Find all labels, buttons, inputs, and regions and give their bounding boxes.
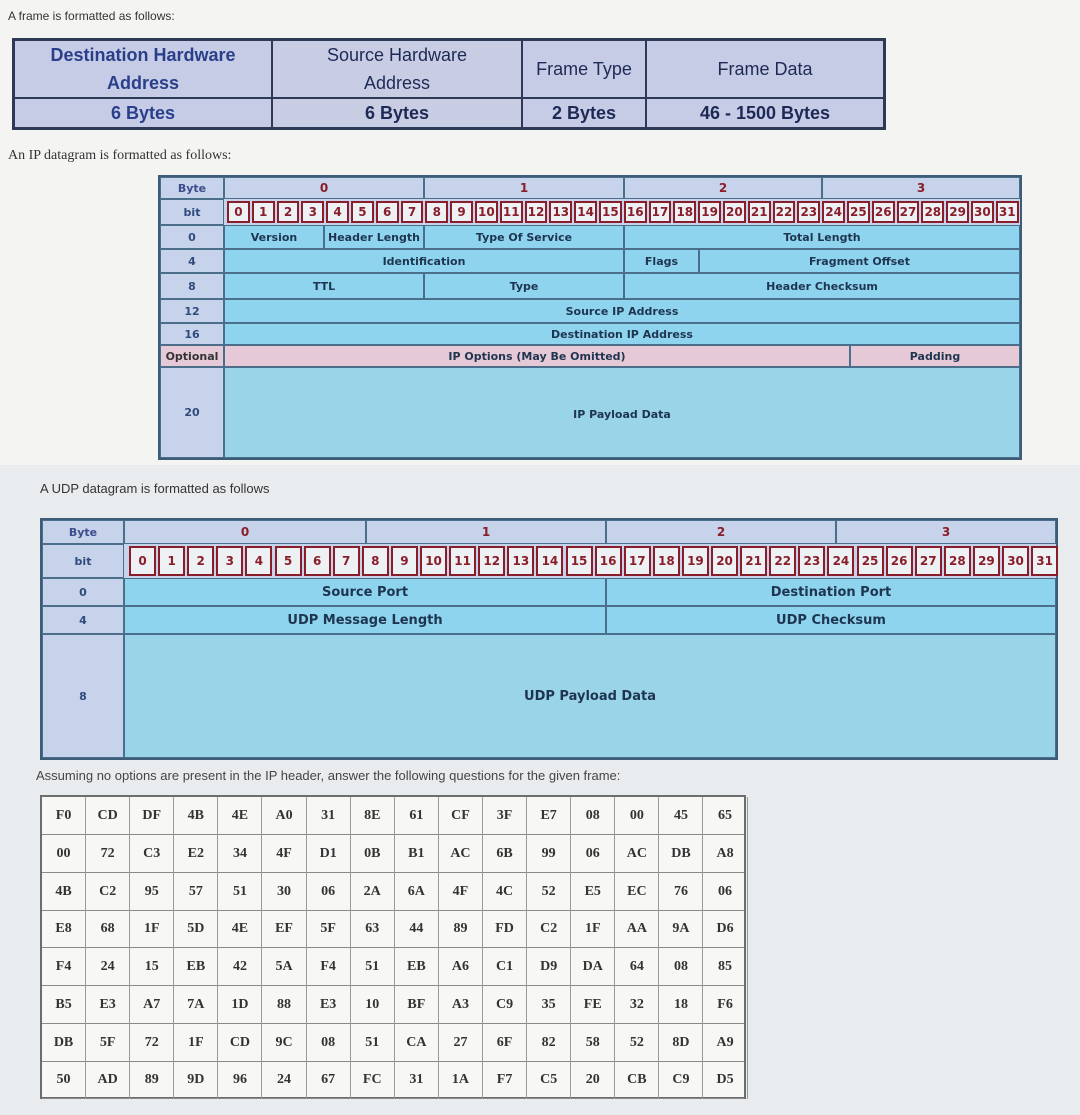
- udp-row-0: [42, 578, 1056, 606]
- eth-field-name: Address: [363, 73, 431, 93]
- ip-byte-header: 1: [424, 177, 624, 199]
- hex-byte: EB: [174, 948, 218, 986]
- udp-offset: 8: [42, 634, 124, 758]
- ip-bit-number: 26: [872, 201, 895, 223]
- udp-bit-number: 30: [1002, 546, 1029, 576]
- hex-byte: FD: [483, 910, 527, 948]
- udp-bit-number: 25: [857, 546, 884, 576]
- ip-offset: 12: [160, 299, 224, 323]
- udp-bit-number: 21: [740, 546, 767, 576]
- hex-byte: BF: [395, 986, 439, 1024]
- hex-byte: C3: [130, 835, 174, 873]
- hex-byte: C2: [527, 910, 571, 948]
- ip-field-tos: Type Of Service: [424, 225, 624, 249]
- hex-byte: C9: [659, 1061, 703, 1099]
- udp-bit-number: 9: [391, 546, 418, 576]
- hex-byte: 3F: [483, 797, 527, 835]
- ip-offset: 8: [160, 273, 224, 299]
- hex-byte: 85: [704, 948, 748, 986]
- hex-byte: 06: [307, 873, 351, 911]
- ip-bit-number: 31: [996, 201, 1019, 223]
- hex-byte: CB: [615, 1061, 659, 1099]
- ip-byte-label: Byte: [160, 177, 224, 199]
- udp-field-source-port: Source Port: [124, 578, 606, 606]
- hex-byte: 82: [527, 1024, 571, 1062]
- udp-offset: 4: [42, 606, 124, 634]
- ip-bit-number: 0: [227, 201, 250, 223]
- udp-bit-number: 20: [711, 546, 738, 576]
- hex-byte: 51: [218, 873, 262, 911]
- udp-byte-header: 2: [606, 520, 836, 544]
- ip-datagram-table: [158, 175, 1022, 460]
- ip-byte-row: [160, 177, 1020, 199]
- udp-bit-number: 28: [944, 546, 971, 576]
- ip-field-header-checksum: Header Checksum: [624, 273, 1020, 299]
- ip-bit-number: 27: [897, 201, 920, 223]
- hex-byte: E3: [86, 986, 130, 1024]
- udp-bit-label: bit: [42, 544, 124, 578]
- ip-row-optional: [160, 345, 1020, 367]
- ip-bit-number: 14: [574, 201, 597, 223]
- ip-bit-number: 17: [649, 201, 672, 223]
- udp-field-payload: UDP Payload Data: [124, 634, 1056, 758]
- hex-byte: A3: [439, 986, 483, 1024]
- ip-field-padding: Padding: [850, 345, 1020, 367]
- hex-byte: 1D: [218, 986, 262, 1024]
- hex-byte: 35: [527, 986, 571, 1024]
- ip-byte-header: 3: [822, 177, 1020, 199]
- hex-byte: 0B: [351, 835, 395, 873]
- ip-field-options: IP Options (May Be Omitted): [224, 345, 850, 367]
- hex-byte: 30: [263, 873, 307, 911]
- hex-byte: 7A: [174, 986, 218, 1024]
- hex-byte: AD: [86, 1061, 130, 1099]
- ip-row-16: [160, 323, 1020, 345]
- ip-bit-number: 20: [723, 201, 746, 223]
- hex-byte: 18: [659, 986, 703, 1024]
- eth-field-name: Address: [106, 73, 179, 93]
- eth-field-size: 2 Bytes: [523, 97, 645, 127]
- hex-byte: 63: [351, 910, 395, 948]
- ip-bit-number: 11: [500, 201, 523, 223]
- udp-datagram-table: [40, 518, 1058, 760]
- ip-row-8: [160, 273, 1020, 299]
- hex-byte: 1F: [174, 1024, 218, 1062]
- udp-bit-number: 22: [769, 546, 796, 576]
- ip-field-fragment-offset: Fragment Offset: [699, 249, 1020, 273]
- udp-byte-header: 0: [124, 520, 366, 544]
- ip-byte-header: 2: [624, 177, 822, 199]
- hex-byte: 9A: [659, 910, 703, 948]
- udp-bit-number: 19: [682, 546, 709, 576]
- ip-bit-number: 28: [921, 201, 944, 223]
- ip-bit-number: 22: [773, 201, 796, 223]
- hex-byte: 64: [615, 948, 659, 986]
- hex-byte: F4: [307, 948, 351, 986]
- eth-frame-type: [523, 41, 647, 127]
- hex-byte: B5: [42, 986, 86, 1024]
- hex-byte: 72: [130, 1024, 174, 1062]
- udp-bit-number: 15: [566, 546, 593, 576]
- udp-bit-number: 23: [798, 546, 825, 576]
- hex-byte: 42: [218, 948, 262, 986]
- hex-byte: 32: [615, 986, 659, 1024]
- hex-byte: 10: [351, 986, 395, 1024]
- hex-byte: 9C: [263, 1024, 307, 1062]
- ip-row-4: [160, 249, 1020, 273]
- hex-byte: 4F: [263, 835, 307, 873]
- ip-field-flags: Flags: [624, 249, 699, 273]
- ip-row-0: [160, 225, 1020, 249]
- ip-bit-number: 10: [475, 201, 498, 223]
- ip-offset: 16: [160, 323, 224, 345]
- hex-byte: 2A: [351, 873, 395, 911]
- ip-bit-number: 3: [301, 201, 324, 223]
- hex-byte: EC: [615, 873, 659, 911]
- hex-row: [42, 910, 744, 948]
- hex-byte: AA: [615, 910, 659, 948]
- udp-bit-number: 16: [595, 546, 622, 576]
- udp-bit-number: 24: [827, 546, 854, 576]
- hex-byte: E5: [571, 873, 615, 911]
- udp-field-dest-port: Destination Port: [606, 578, 1056, 606]
- hex-byte: D9: [527, 948, 571, 986]
- ip-field-dest-ip: Destination IP Address: [224, 323, 1020, 345]
- hex-byte: 06: [704, 873, 748, 911]
- hex-byte: DB: [659, 835, 703, 873]
- udp-bit-number: 18: [653, 546, 680, 576]
- eth-field-name: Frame Type: [536, 59, 632, 79]
- hex-byte: AC: [615, 835, 659, 873]
- hex-row: [42, 873, 744, 911]
- hex-byte: 1A: [439, 1061, 483, 1099]
- top-panel: [0, 0, 1080, 465]
- ip-bit-number: 18: [673, 201, 696, 223]
- udp-row-4: [42, 606, 1056, 634]
- hex-byte: CA: [395, 1024, 439, 1062]
- udp-byte-header: 1: [366, 520, 606, 544]
- hex-byte: 31: [395, 1061, 439, 1099]
- ip-offset: 0: [160, 225, 224, 249]
- ip-row-20: [160, 367, 1020, 458]
- hex-row: [42, 986, 744, 1024]
- udp-bit-number: 27: [915, 546, 942, 576]
- udp-bit-number: 29: [973, 546, 1000, 576]
- udp-bit-number: 13: [507, 546, 534, 576]
- hex-byte: C2: [86, 873, 130, 911]
- ip-bit-number: 2: [277, 201, 300, 223]
- udp-field-msg-length: UDP Message Length: [124, 606, 606, 634]
- udp-offset: 0: [42, 578, 124, 606]
- hex-byte: 89: [130, 1061, 174, 1099]
- hex-byte: 08: [659, 948, 703, 986]
- udp-bit-number: 6: [304, 546, 331, 576]
- ip-bit-number: 13: [549, 201, 572, 223]
- udp-bit-number: 4: [245, 546, 272, 576]
- hex-byte: 34: [218, 835, 262, 873]
- hex-byte: 52: [615, 1024, 659, 1062]
- hex-byte: 27: [439, 1024, 483, 1062]
- udp-bit-number: 5: [275, 546, 302, 576]
- eth-field-name: Destination Hardware: [50, 45, 236, 65]
- hex-byte: FE: [571, 986, 615, 1024]
- hex-byte: 88: [263, 986, 307, 1024]
- hex-byte: 52: [527, 873, 571, 911]
- hex-byte: EF: [263, 910, 307, 948]
- hex-byte: A0: [263, 797, 307, 835]
- hex-byte: F4: [42, 948, 86, 986]
- ip-bit-number: 1: [252, 201, 275, 223]
- hex-byte: 00: [615, 797, 659, 835]
- hex-byte: AC: [439, 835, 483, 873]
- udp-bit-number: 26: [886, 546, 913, 576]
- ip-bit-label: bit: [160, 199, 224, 225]
- ip-field-total-length: Total Length: [624, 225, 1020, 249]
- hex-byte: 06: [571, 835, 615, 873]
- hex-byte: E7: [527, 797, 571, 835]
- ip-row-12: [160, 299, 1020, 323]
- hex-byte: CD: [218, 1024, 262, 1062]
- eth-field-size: 6 Bytes: [273, 97, 521, 127]
- hex-row: [42, 835, 744, 873]
- udp-bit-number: 7: [333, 546, 360, 576]
- hex-byte: E2: [174, 835, 218, 873]
- ip-bit-row: [160, 199, 1020, 225]
- udp-bit-number: 31: [1031, 546, 1058, 576]
- ip-field-ttl: TTL: [224, 273, 424, 299]
- ip-offset: Optional: [160, 345, 224, 367]
- hex-byte: 4B: [174, 797, 218, 835]
- hex-byte: DB: [42, 1024, 86, 1062]
- udp-byte-row: [42, 520, 1056, 544]
- hex-byte: 96: [218, 1061, 262, 1099]
- hex-byte: F6: [704, 986, 748, 1024]
- hex-byte: B1: [395, 835, 439, 873]
- hex-byte: 31: [307, 797, 351, 835]
- hex-byte: 89: [439, 910, 483, 948]
- udp-bit-number: 1: [158, 546, 185, 576]
- hex-byte: DA: [571, 948, 615, 986]
- hex-byte: 8D: [659, 1024, 703, 1062]
- ip-bit-number: 7: [401, 201, 424, 223]
- eth-dest-hw: [15, 41, 273, 127]
- udp-field-checksum: UDP Checksum: [606, 606, 1056, 634]
- ip-bit-number: 9: [450, 201, 473, 223]
- ip-field-identification: Identification: [224, 249, 624, 273]
- udp-bit-number: 10: [420, 546, 447, 576]
- hex-byte: 5F: [86, 1024, 130, 1062]
- hex-byte: 68: [86, 910, 130, 948]
- ip-bit-number: 8: [425, 201, 448, 223]
- hex-byte: D6: [704, 910, 748, 948]
- hex-byte: 44: [395, 910, 439, 948]
- hex-byte: 08: [307, 1024, 351, 1062]
- eth-src-hw: [273, 41, 523, 127]
- ip-bit-number: 24: [822, 201, 845, 223]
- ip-offset: 4: [160, 249, 224, 273]
- eth-field-size: 6 Bytes: [15, 97, 271, 127]
- ip-field-header-length: Header Length: [324, 225, 424, 249]
- hex-byte: 4E: [218, 910, 262, 948]
- hex-byte: 1F: [130, 910, 174, 948]
- hex-byte: 4E: [218, 797, 262, 835]
- hex-byte: 6B: [483, 835, 527, 873]
- hex-byte: 08: [571, 797, 615, 835]
- hex-row: [42, 1061, 744, 1099]
- hex-byte: FC: [351, 1061, 395, 1099]
- hex-byte: 24: [86, 948, 130, 986]
- hex-byte: F0: [42, 797, 86, 835]
- udp-bit-row: [42, 544, 1056, 578]
- hex-byte: 20: [571, 1061, 615, 1099]
- udp-bit-number: 3: [216, 546, 243, 576]
- hex-byte: 24: [263, 1061, 307, 1099]
- ip-offset: 20: [160, 367, 224, 458]
- hex-byte: 61: [395, 797, 439, 835]
- hex-byte: 5D: [174, 910, 218, 948]
- ip-bit-number: 6: [376, 201, 399, 223]
- ip-field-source-ip: Source IP Address: [224, 299, 1020, 323]
- hex-byte: 5A: [263, 948, 307, 986]
- hex-frame-table: [40, 795, 746, 1099]
- ip-bit-number: 16: [624, 201, 647, 223]
- hex-byte: A7: [130, 986, 174, 1024]
- ip-bit-number: 12: [525, 201, 548, 223]
- hex-byte: C9: [483, 986, 527, 1024]
- hex-byte: CF: [439, 797, 483, 835]
- ip-field-version: Version: [224, 225, 324, 249]
- hex-row: [42, 797, 744, 835]
- hex-byte: 76: [659, 873, 703, 911]
- hex-byte: 5F: [307, 910, 351, 948]
- hex-byte: 67: [307, 1061, 351, 1099]
- hex-byte: 6F: [483, 1024, 527, 1062]
- ip-bit-number: 25: [847, 201, 870, 223]
- eth-field-name: Frame Data: [717, 59, 813, 79]
- eth-field-name: Source Hardware: [326, 45, 468, 65]
- hex-byte: 4F: [439, 873, 483, 911]
- ip-field-payload: IP Payload Data: [224, 367, 1020, 458]
- hex-byte: 65: [704, 797, 748, 835]
- udp-bit-number: 12: [478, 546, 505, 576]
- hex-row: [42, 948, 744, 986]
- udp-bit-number: 0: [129, 546, 156, 576]
- hex-byte: 72: [86, 835, 130, 873]
- hex-byte: C5: [527, 1061, 571, 1099]
- udp-bit-number: 2: [187, 546, 214, 576]
- ip-byte-header: 0: [224, 177, 424, 199]
- hex-byte: DF: [130, 797, 174, 835]
- udp-bit-number: 8: [362, 546, 389, 576]
- hex-byte: C1: [483, 948, 527, 986]
- ip-bit-number: 5: [351, 201, 374, 223]
- ip-bit-number: 30: [971, 201, 994, 223]
- ip-field-type: Type: [424, 273, 624, 299]
- udp-row-8: [42, 634, 1056, 758]
- hex-byte: 9D: [174, 1061, 218, 1099]
- udp-byte-label: Byte: [42, 520, 124, 544]
- hex-byte: 51: [351, 948, 395, 986]
- ip-bit-number: 29: [946, 201, 969, 223]
- eth-frame-data: [647, 41, 883, 127]
- hex-byte: 4C: [483, 873, 527, 911]
- eth-field-size: 46 - 1500 Bytes: [647, 97, 883, 127]
- ip-bit-number: 23: [797, 201, 820, 223]
- hex-byte: F7: [483, 1061, 527, 1099]
- hex-row: [42, 1024, 744, 1062]
- ethernet-frame-table: [12, 38, 886, 130]
- frame-caption: A frame is formatted as follows:: [8, 9, 175, 23]
- hex-byte: E3: [307, 986, 351, 1024]
- udp-caption: A UDP datagram is formatted as follows: [40, 481, 270, 496]
- hex-byte: E8: [42, 910, 86, 948]
- hex-byte: 6A: [395, 873, 439, 911]
- hex-byte: 95: [130, 873, 174, 911]
- hex-byte: 45: [659, 797, 703, 835]
- hex-byte: 1F: [571, 910, 615, 948]
- udp-byte-header: 3: [836, 520, 1056, 544]
- udp-bit-number: 17: [624, 546, 651, 576]
- hex-byte: 51: [351, 1024, 395, 1062]
- question-text: Assuming no options are present in the IP header, answer the following questions for the given frame:: [36, 768, 621, 783]
- ip-bit-number: 15: [599, 201, 622, 223]
- hex-byte: 57: [174, 873, 218, 911]
- ip-bit-number: 4: [326, 201, 349, 223]
- udp-bit-number: 11: [449, 546, 476, 576]
- ip-bit-number: 21: [748, 201, 771, 223]
- hex-byte: 4B: [42, 873, 86, 911]
- hex-byte: A6: [439, 948, 483, 986]
- hex-byte: D5: [704, 1061, 748, 1099]
- hex-byte: A9: [704, 1024, 748, 1062]
- hex-byte: D1: [307, 835, 351, 873]
- ip-bit-number: 19: [698, 201, 721, 223]
- hex-byte: 00: [42, 835, 86, 873]
- ip-caption: An IP datagram is formatted as follows:: [8, 148, 232, 163]
- hex-byte: EB: [395, 948, 439, 986]
- udp-bit-number: 14: [536, 546, 563, 576]
- hex-byte: CD: [86, 797, 130, 835]
- hex-byte: 15: [130, 948, 174, 986]
- hex-byte: 50: [42, 1061, 86, 1099]
- hex-byte: 58: [571, 1024, 615, 1062]
- hex-byte: A8: [704, 835, 748, 873]
- hex-byte: 8E: [351, 797, 395, 835]
- hex-byte: 99: [527, 835, 571, 873]
